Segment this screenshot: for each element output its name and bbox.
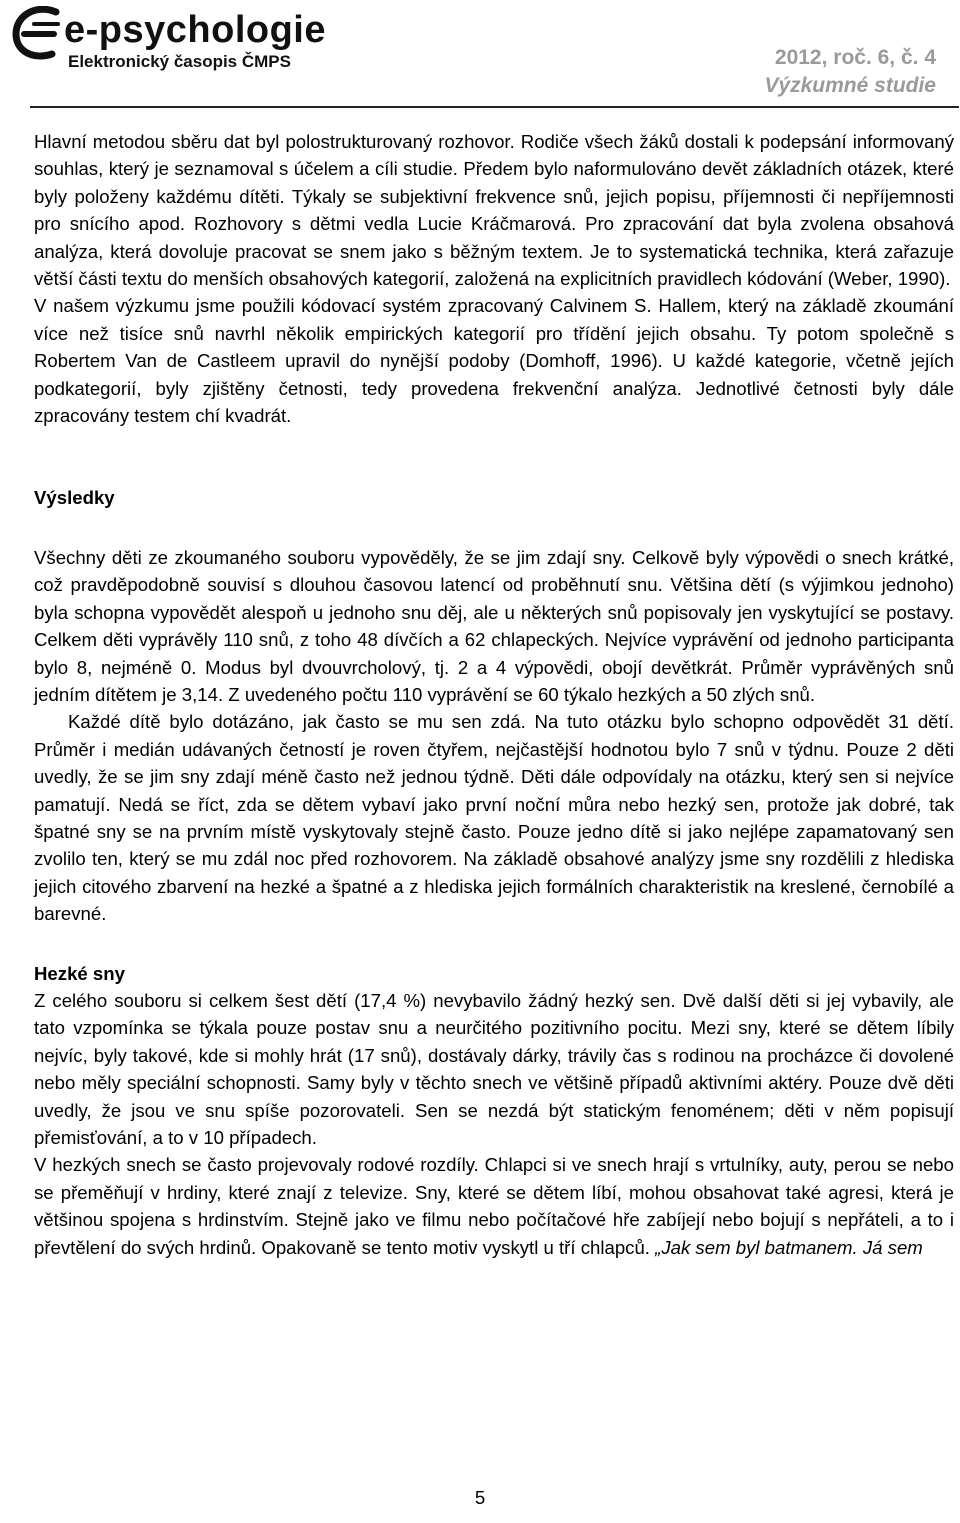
child-quote: „Jak sem byl batmanem. Já sem: [655, 1236, 923, 1258]
nice-dreams-heading: Hezké sny: [34, 962, 125, 984]
issue-info: [764, 44, 936, 100]
article-body: [34, 128, 954, 1261]
journal-logo: [8, 6, 368, 76]
nice-dreams-paragraph: Z celého souboru si celkem šest dětí (17,4 %) nevybavilo žádný hezký sen. Dvě další děti si jej vybavily, ale tato vzpomínka se týkala pouze postav snu a neurčitého pozitivního pocitu. Mezi sny, které se dětem líbily nejvíc, byly takové, kde si mohly hrát (17 snů), dostávaly dárky, trávily čas s rodinou na procházce či dovolené nebo měly speciální schopnosti. Samy byly v těchto snech ve většině případů aktivními aktéry. Pouze dvě děti uvedly, že jsou ve snu spíše pozorovateli. Sen se nezdá být statickým fenoménem; děti v něm popisují přemisťování, a to v 10 případech.: [34, 989, 954, 1148]
header-divider: [30, 106, 959, 108]
page-number: 5: [474, 1487, 486, 1508]
logo-subtitle: Elektronický časopis ČMPS: [68, 52, 291, 71]
e-logo-icon: [8, 6, 68, 62]
nice-dreams-paragraph: [34, 1151, 954, 1261]
section-name: Výzkumné studie: [764, 74, 936, 97]
intro-paragraph: V našem výzkumu jsme použili kódovací systém zpracovaný Calvinem S. Hallem, který na základě zkoumání více než tisíce snů navrhl několik empirických kategorií pro třídění jejich obsahu. Ty potom společně s Robertem Van de Castleem upravil do nynější podoby (Domhoff, 1996). U každé kategorie, včetně jejích podkategorií, byly zjištěny četnosti, tedy provedena frekvenční analýza. Jednotlivé četnosti byly dále zpracovány testem chí kvadrát.: [34, 295, 954, 427]
logo-title: e-psychologie: [64, 9, 326, 51]
intro-paragraph: Hlavní metodou sběru dat byl polostrukturovaný rozhovor. Rodiče všech žáků dostali k podepsání informovaný souhlas, který je seznamoval s účelem a cíli studie. Předem bylo naformulováno devět základních otázek, které byly položeny každému dítěti. Týkaly se subjektivní frekvence snů, jejich popisu, příjemnosti či nepříjemnosti pro snícího apod. Rozhovory s dětmi vedla Lucie Kráčmarová. Pro zpracování dat byla zvolena obsahová analýza, která dovoluje pracovat se snem jako s běžným textem. Je to systematická technika, která zařazuje větší části textu do menších obsahových kategorií, založená na explicitních pravidlech kódování (Weber, 1990).: [34, 131, 954, 290]
results-paragraph: Všechny děti ze zkoumaného souboru vypověděly, že se jim zdají sny. Celkově byly výpovědi o snech krátké, což pravděpodobně souvisí s dlouhou časovou latencí od proběhnutí snu. Většina dětí (s výjimkou jednoho) byla schopna vypovědět alespoň u jednoho snu děj, ale u některých snů popisovaly jen vyskytující se postavy. Celkem děti vyprávěly 110 snů, z toho 48 dívčích a 62 chlapeckých. Nejvíce vyprávění od jednoho participanta bylo 8, nejméně 0. Modus byl dvouvrcholový, tj. 2 a 4 výpovědi, obojí devětkrát. Průměr vyprávěných snů jedním dítětem je 3,14. Z uvedeného počtu 110 vyprávění se 60 týkalo hezkých a 50 zlých snů.: [34, 546, 954, 705]
nice-dreams-text: V hezkých snech se často projevovaly rodové rozdíly. Chlapci si ve snech hrají s vrtulníky, auty, perou se nebo se přeměňují v hrdiny, které znají z televize. Sny, které se dětem líbí, mohou obsahovat také agresi, která je většinou spojena s hrdinstvím. Stejně jako ve filmu nebo počítačové hře zabíjejí nebo bojují s nepřáteli, a to i převtělení do svých hrdinů. Opakovaně se tento motiv vyskytl u tří chlapců.: [34, 1154, 954, 1258]
results-heading: Výsledky: [34, 487, 115, 509]
page-header: [0, 0, 960, 110]
results-paragraph: Každé dítě bylo dotázáno, jak často se mu sen zdá. Na tuto otázku bylo schopno odpovědět 31 dětí. Průměr i medián udávaných četností je roven čtyřem, nejčastější hodnotou bylo 7 snů v týdnu. Pouze 2 děti uvedly, že se jim sny zdají méně často než jednou týdně. Děti dále odpovídaly na otázku, který sen si nejvíce pamatují. Nedá se říct, zda se dětem vybaví jako první noční můra nebo hezký sen, protože jak dobré, tak špatné sny se na prvním místě vyskytovaly stejně často. Pouze jedno dítě si jako nejlépe zapamatovaný sen zvolilo ten, který se mu zdál noc před rozhovorem. Na základě obsahové analýzy jsme sny rozdělili z hlediska jejich citového zbarvení na hezké a špatné a z hlediska jejich formálních charakteristik na kreslené, černobílé a barevné.: [34, 711, 954, 925]
issue-number: 2012, roč. 6, č. 4: [774, 46, 936, 69]
